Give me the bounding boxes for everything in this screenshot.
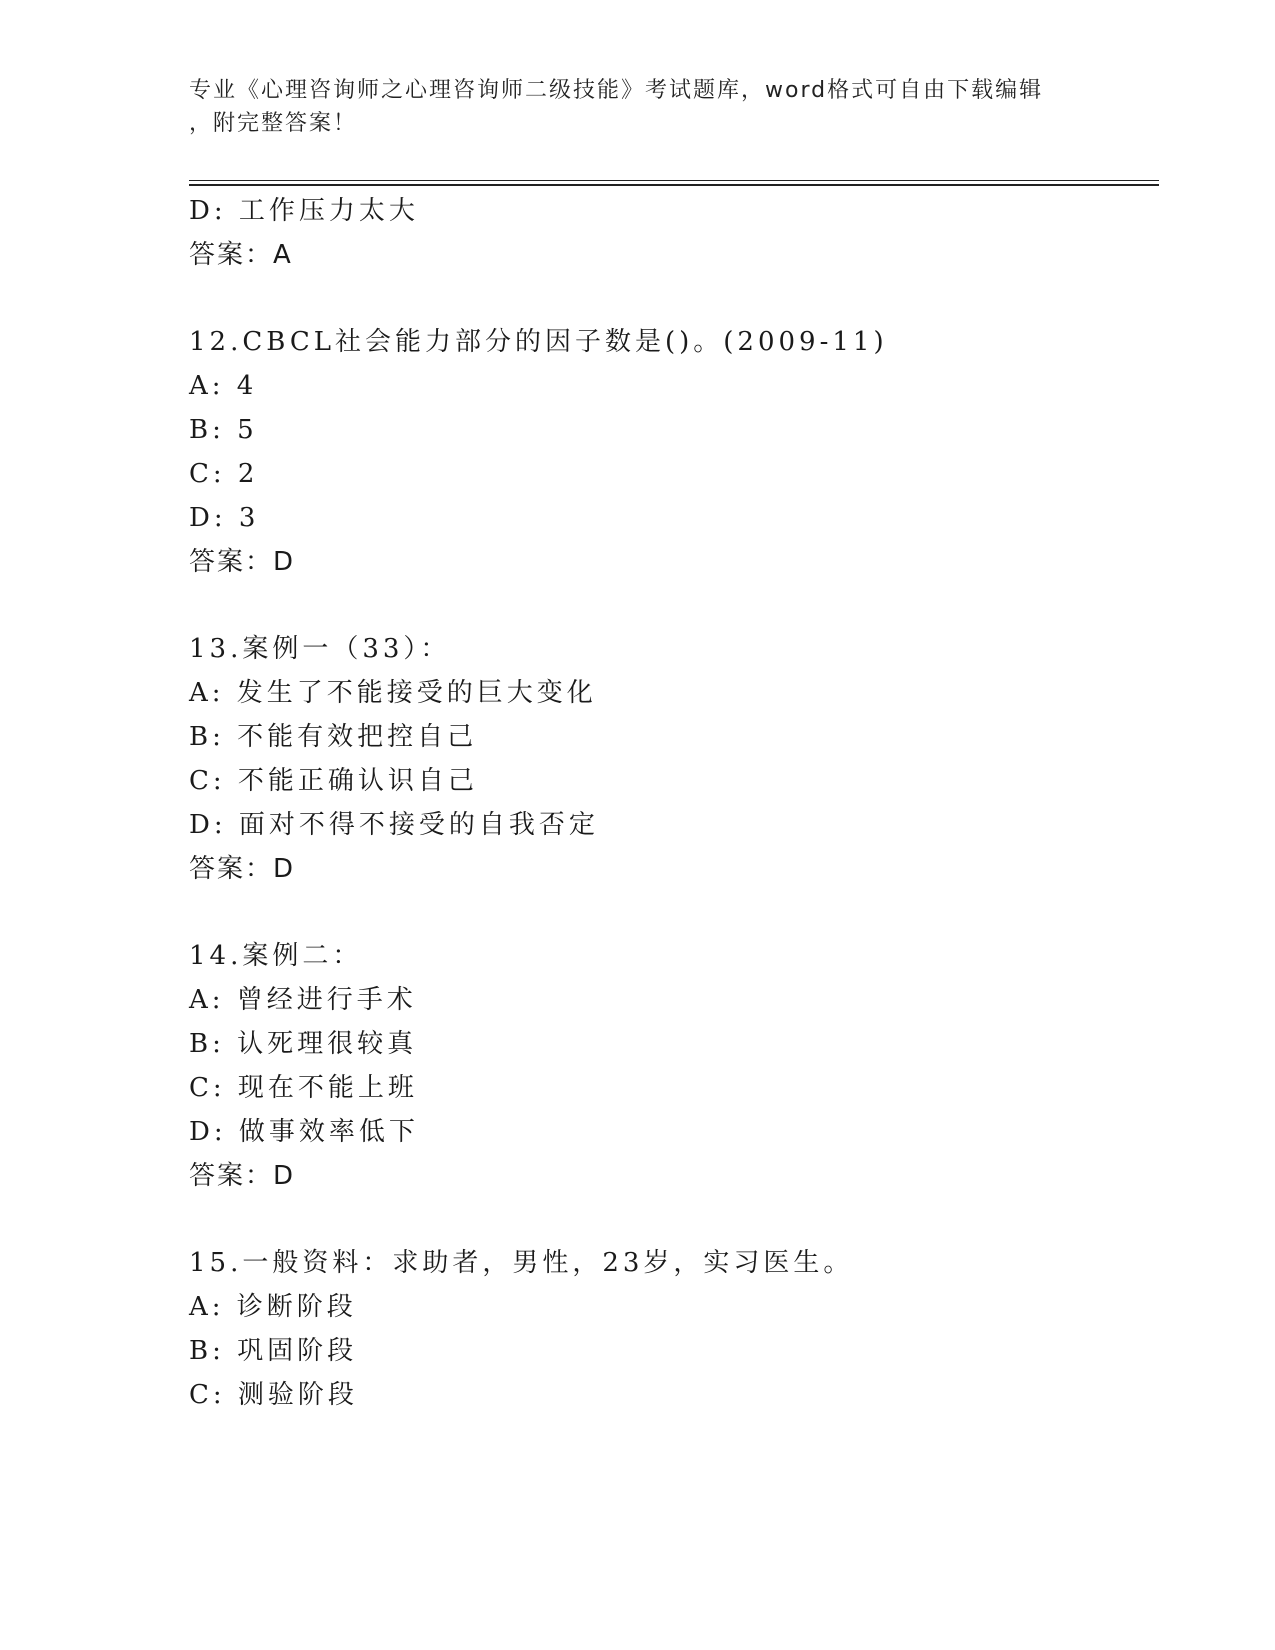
question-line: 12.CBCL社会能力部分的因子数是()。(2009-11)	[189, 327, 888, 357]
header-line-1: 专业《心理咨询师之心理咨询师二级技能》考试题库，word格式可自由下载编辑	[189, 78, 1044, 103]
option-line: C: 测验阶段	[189, 1380, 358, 1410]
option-line: A: 曾经进行手术	[189, 985, 417, 1015]
option-line: B: 5	[189, 415, 258, 445]
question-line: 15.一般资料：求助者，男性，23岁，实习医生。	[189, 1248, 854, 1278]
option-line: B: 巩固阶段	[189, 1336, 358, 1366]
option-line: A: 诊断阶段	[189, 1292, 357, 1322]
option-line: A: 4	[189, 371, 258, 401]
option-line: B: 不能有效把控自己	[189, 722, 478, 752]
header-divider-thin	[189, 180, 1159, 181]
answer-line: 答案：D	[189, 547, 296, 577]
question-line: 13.案例一（33）：	[189, 634, 451, 664]
answer-line: 答案：D	[189, 1161, 296, 1191]
answer-line: 答案：D	[189, 854, 296, 884]
option-line: C: 现在不能上班	[189, 1073, 418, 1103]
header-line-2: ，附完整答案！	[189, 111, 358, 136]
option-line: D: 面对不得不接受的自我否定	[189, 810, 599, 840]
option-line: C: 不能正确认识自己	[189, 766, 478, 796]
question-line: 14.案例二：	[189, 941, 363, 971]
option-line: D: 工作压力太大	[189, 196, 419, 226]
option-line: D: 3	[189, 503, 260, 533]
option-line: B: 认死理很较真	[189, 1029, 418, 1059]
option-line: A: 发生了不能接受的巨大变化	[189, 678, 597, 708]
document-header	[189, 74, 1089, 140]
option-line: C: 2	[189, 459, 259, 489]
answer-line: 答案：A	[189, 240, 293, 270]
header-divider-thick	[189, 184, 1159, 186]
option-line: D: 做事效率低下	[189, 1117, 419, 1147]
